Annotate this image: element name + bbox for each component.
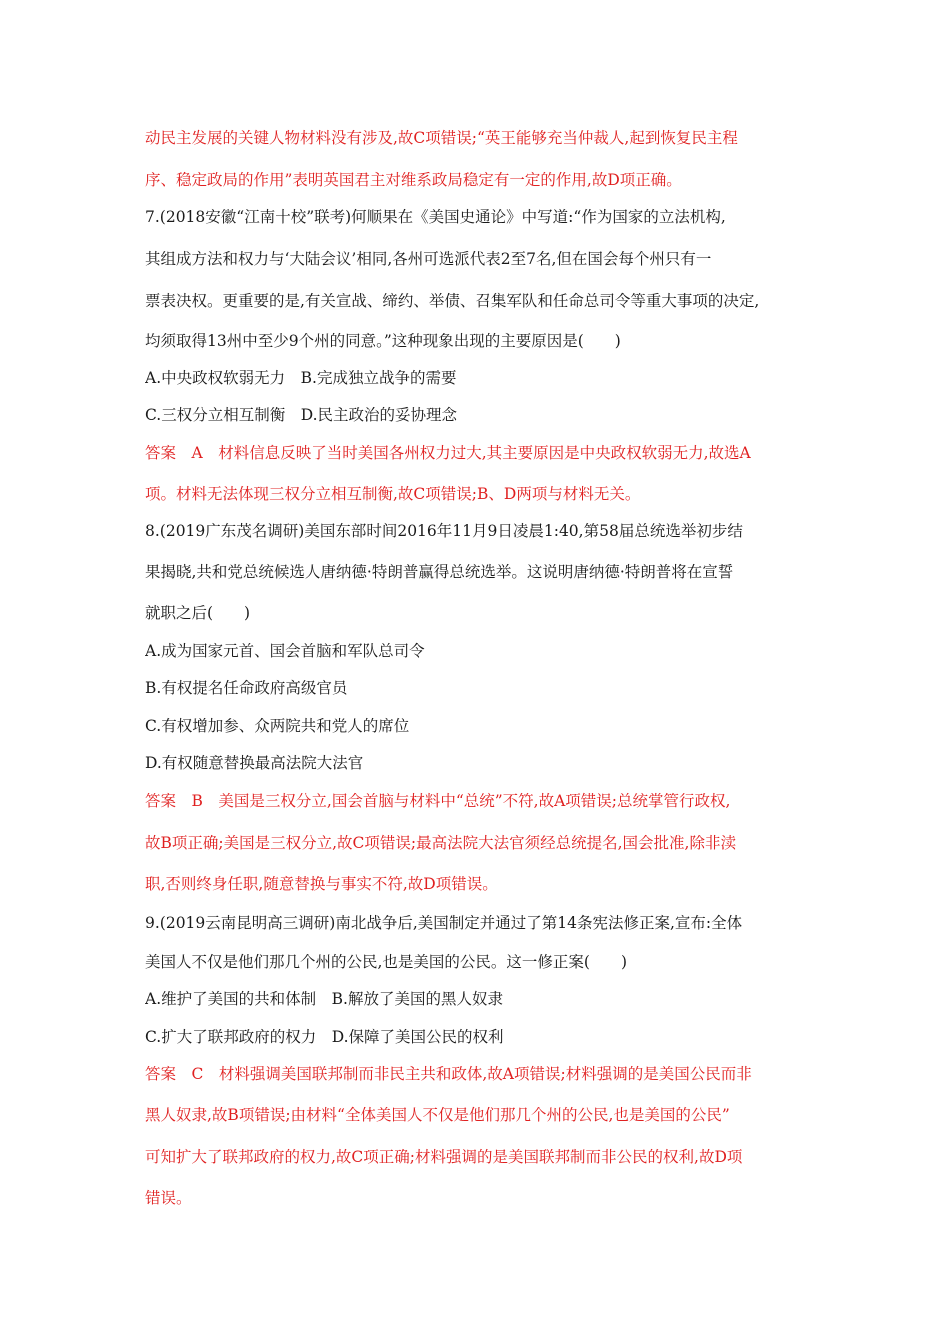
question-8-option-a: A.成为国家元首、国会首脑和军队总司令 bbox=[145, 642, 425, 660]
answer-7-line-2: 项。材料无法体现三权分立相互制衡,故C项错误;B、D两项与材料无关。 bbox=[145, 485, 641, 503]
question-9-line-2: 美国人不仅是他们那几个州的公民,也是美国的公民。这一修正案( ) bbox=[145, 953, 628, 971]
answer-8-line-2: 故B项正确;美国是三权分立,故C项错误;最高法院大法官须经总统提名,国会批准,除非渎 bbox=[145, 834, 736, 852]
question-9-options-cd: C.扩大了联邦政府的权力 D.保障了美国公民的权利 bbox=[145, 1028, 504, 1046]
question-7-line-3: 票表决权。更重要的是,有关宣战、缔约、举债、召集军队和任命总司令等重大事项的决定, bbox=[145, 292, 760, 310]
answer-6-line-1: 动民主发展的关键人物材料没有涉及,故C项错误;“英王能够充当仲裁人,起到恢复民主程 bbox=[145, 129, 738, 147]
answer-7-line-1: 答案 A 材料信息反映了当时美国各州权力过大,其主要原因是中央政权软弱无力,故选A bbox=[145, 444, 751, 462]
question-8-line-3: 就职之后( ) bbox=[145, 604, 251, 622]
question-7-options-cd: C.三权分立相互制衡 D.民主政治的妥协理念 bbox=[145, 406, 458, 424]
question-7-line-1: 7.(2018安徽“江南十校”联考)何顺果在《美国史通论》中写道:“作为国家的立法机构, bbox=[145, 208, 726, 226]
answer-8-line-3: 职,否则终身任职,随意替换与事实不符,故D项错误。 bbox=[145, 875, 498, 893]
question-8-line-2: 果揭晓,共和党总统候选人唐纳德·特朗普赢得总统选举。这说明唐纳德·特朗普将在宣誓 bbox=[145, 563, 734, 581]
answer-9-line-3: 可知扩大了联邦政府的权力,故C项正确;材料强调的是美国联邦制而非公民的权利,故D项 bbox=[145, 1148, 743, 1166]
question-8-option-c: C.有权增加参、众两院共和党人的席位 bbox=[145, 717, 410, 735]
question-7-options-ab: A.中央政权软弱无力 B.完成独立战争的需要 bbox=[145, 369, 457, 387]
question-9-line-1: 9.(2019云南昆明高三调研)南北战争后,美国制定并通过了第14条宪法修正案,宣布:全体 bbox=[145, 914, 743, 932]
question-9-options-ab: A.维护了美国的共和体制 B.解放了美国的黑人奴隶 bbox=[145, 990, 503, 1008]
question-7-line-4: 均须取得13州中至少9个州的同意。”这种现象出现的主要原因是( ) bbox=[145, 332, 621, 350]
answer-9-line-1: 答案 C 材料强调美国联邦制而非民主共和政体,故A项错误;材料强调的是美国公民而非 bbox=[145, 1065, 752, 1083]
answer-9-line-4: 错误。 bbox=[145, 1189, 192, 1207]
question-8-line-1: 8.(2019广东茂名调研)美国东部时间2016年11月9日凌晨1:40,第58届总统选举初步结 bbox=[145, 522, 743, 540]
answer-6-line-2: 序、稳定政局的作用”表明英国君主对维系政局稳定有一定的作用,故D项正确。 bbox=[145, 171, 682, 189]
question-7-line-2: 其组成方法和权力与‘大陆会议’相同,各州可选派代表2至7名,但在国会每个州只有一 bbox=[145, 250, 712, 268]
question-8-option-b: B.有权提名任命政府高级官员 bbox=[145, 679, 348, 697]
answer-8-line-1: 答案 B 美国是三权分立,国会首脑与材料中“总统”不符,故A项错误;总统掌管行政权, bbox=[145, 792, 731, 810]
question-8-option-d: D.有权随意替换最高法院大法官 bbox=[145, 754, 364, 772]
answer-9-line-2: 黑人奴隶,故B项错误;由材料“全体美国人不仅是他们那几个州的公民,也是美国的公民” bbox=[145, 1106, 730, 1124]
